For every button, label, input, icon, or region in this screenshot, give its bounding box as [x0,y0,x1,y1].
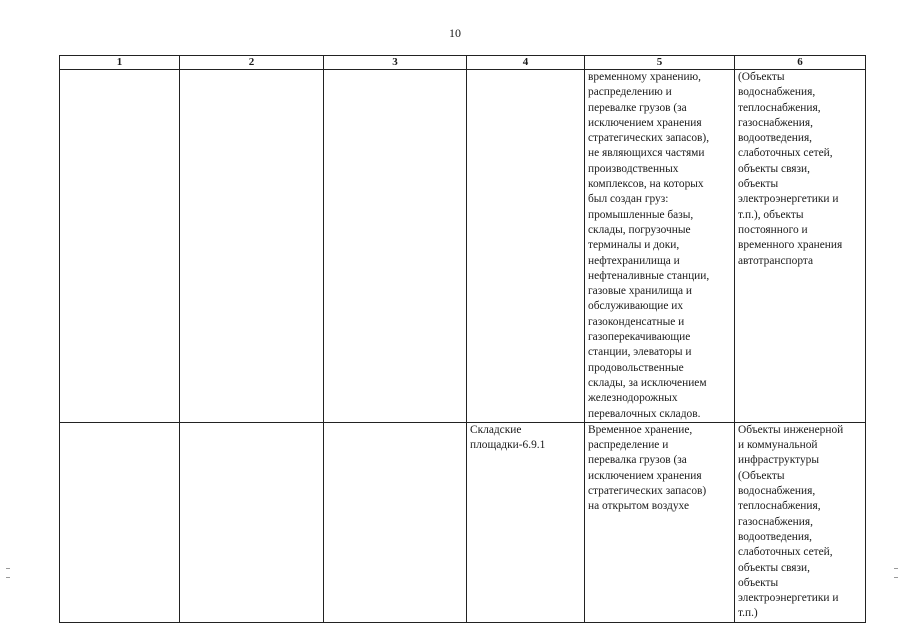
column-header-3: 3 [324,56,467,70]
auxiliary-uses-cell: (Объекты водоснабжения, теплоснабжения, газоснабжения, водоотведения, слаботочных сетей, объекты связи, объекты электроэнергетики и т.п.), объекты постоянного и временного хранения автотранспорта [735,70,866,423]
column-header-1: 1 [60,56,180,70]
table-row [60,70,866,423]
table-cell [467,70,585,423]
page-number: 10 [449,26,461,40]
table-cell [324,70,467,423]
use-type-cell: Складские площадки-6.9.1 [467,422,585,622]
zoning-table [59,55,866,623]
table-cell [180,422,324,622]
column-header-6: 6 [735,56,866,70]
table-row [60,422,866,622]
table-header-row [60,56,866,70]
column-header-4: 4 [467,56,585,70]
auxiliary-uses-cell: Объекты инженерной и коммунальной инфраструктуры (Объекты водоснабжения, теплоснабжения, газоснабжения, водоотведения, слаботочных сетей, объекты связи, объекты электроэнергетики и т.п.) [735,422,866,622]
use-description-cell: временному хранению, распределению и перевалке грузов (за исключением хранения стратегических запасов), не являющихся частями производственных комплексов, на которых был создан груз: промышленные базы, склады, погрузочные терминалы и доки, нефтехранилища и нефтеналивные станции, газовые хранилища и обслуживающие их газоконденсатные и газоперекачивающие станции, элеваторы и продовольственные склады, за исключением железнодорожных перевалочных складов. [585,70,735,423]
column-header-5: 5 [585,56,735,70]
table-cell [60,70,180,423]
scan-mark-right [894,568,898,578]
table-cell [60,422,180,622]
scan-mark-left [6,568,10,578]
column-header-2: 2 [180,56,324,70]
use-description-cell: Временное хранение, распределение и перевалка грузов (за исключением хранения стратегических запасов) на открытом воздухе [585,422,735,622]
table-cell [324,422,467,622]
table-cell [180,70,324,423]
